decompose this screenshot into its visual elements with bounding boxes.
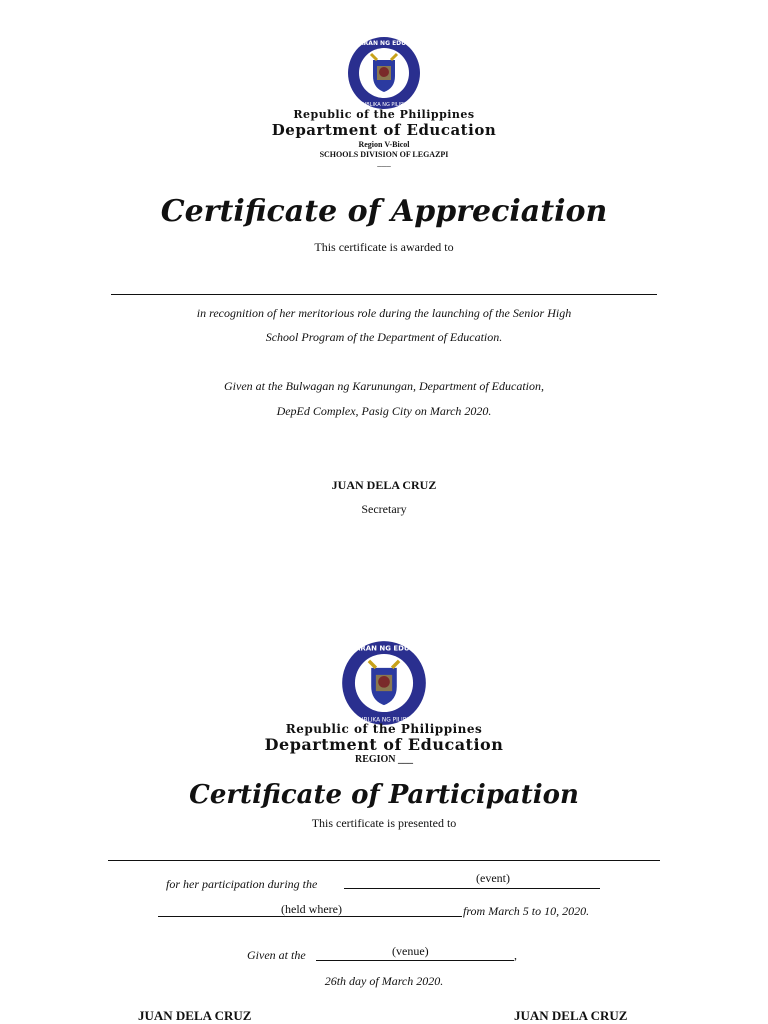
region-text: Region V-Bicol	[358, 140, 410, 149]
division-mark: ___	[377, 158, 391, 168]
region-text: REGION ___	[354, 754, 414, 765]
body-text-line-1: in recognition of her meritorious role during the launching of the Senior High	[196, 306, 572, 320]
department-text: Department of Education	[264, 735, 504, 754]
svg-text:REPUBLIKA NG PILIPINAS: REPUBLIKA NG PILIPINAS	[353, 102, 415, 108]
venue-placeholder: (venue)	[392, 944, 429, 958]
event-placeholder: (event)	[476, 871, 510, 885]
certificate-title: Certificate of Participation	[189, 780, 579, 810]
signatory-title: Secretary	[361, 502, 407, 516]
venue-comma: ,	[514, 948, 517, 962]
svg-text:KAGAWARAN NG EDUKASYON: KAGAWARAN NG EDUKASYON	[334, 40, 434, 47]
signatory-left: JUAN DELA CRUZ	[138, 1008, 252, 1023]
svg-text:REPUBLIKA NG PILIPINAS: REPUBLIKA NG PILIPINAS	[348, 717, 420, 724]
recipient-name-line	[111, 294, 657, 295]
certificate-title: Certificate of Appreciation	[160, 194, 608, 229]
given-text-line-2: DepEd Complex, Pasig City on March 2020.	[276, 404, 492, 418]
certificate-subtitle: This certificate is presented to	[311, 816, 457, 830]
recipient-name-line	[108, 860, 660, 861]
department-text: Department of Education	[271, 121, 497, 139]
given-at-text: Given at the	[247, 948, 306, 962]
svg-text:KAGAWARAN NG EDUKASYON: KAGAWARAN NG EDUKASYON	[326, 644, 442, 653]
date-text: from March 5 to 10, 2020.	[463, 904, 590, 918]
certificate-subtitle: This certificate is awarded to	[314, 240, 454, 254]
day-text: 26th day of March 2020.	[324, 974, 444, 988]
participation-text: for her participation during the	[166, 877, 318, 891]
deped-seal-icon	[326, 640, 442, 726]
venue-line	[316, 960, 514, 961]
given-text-line-1: Given at the Bulwagan ng Karunungan, Department of Education,	[224, 379, 544, 393]
deped-seal-icon	[334, 36, 434, 110]
division-text: SCHOOLS DIVISION OF LEGAZPI	[319, 150, 449, 159]
republic-text: Republic of the Philippines	[285, 722, 483, 736]
body-text-line-2: School Program of the Department of Education.	[265, 330, 503, 344]
event-line	[344, 888, 600, 889]
held-where-placeholder: (held where)	[281, 902, 342, 916]
republic-text: Republic of the Philippines	[293, 108, 475, 121]
signatory-right: JUAN DELA CRUZ	[514, 1008, 628, 1023]
signatory-name: JUAN DELA CRUZ	[331, 478, 437, 492]
